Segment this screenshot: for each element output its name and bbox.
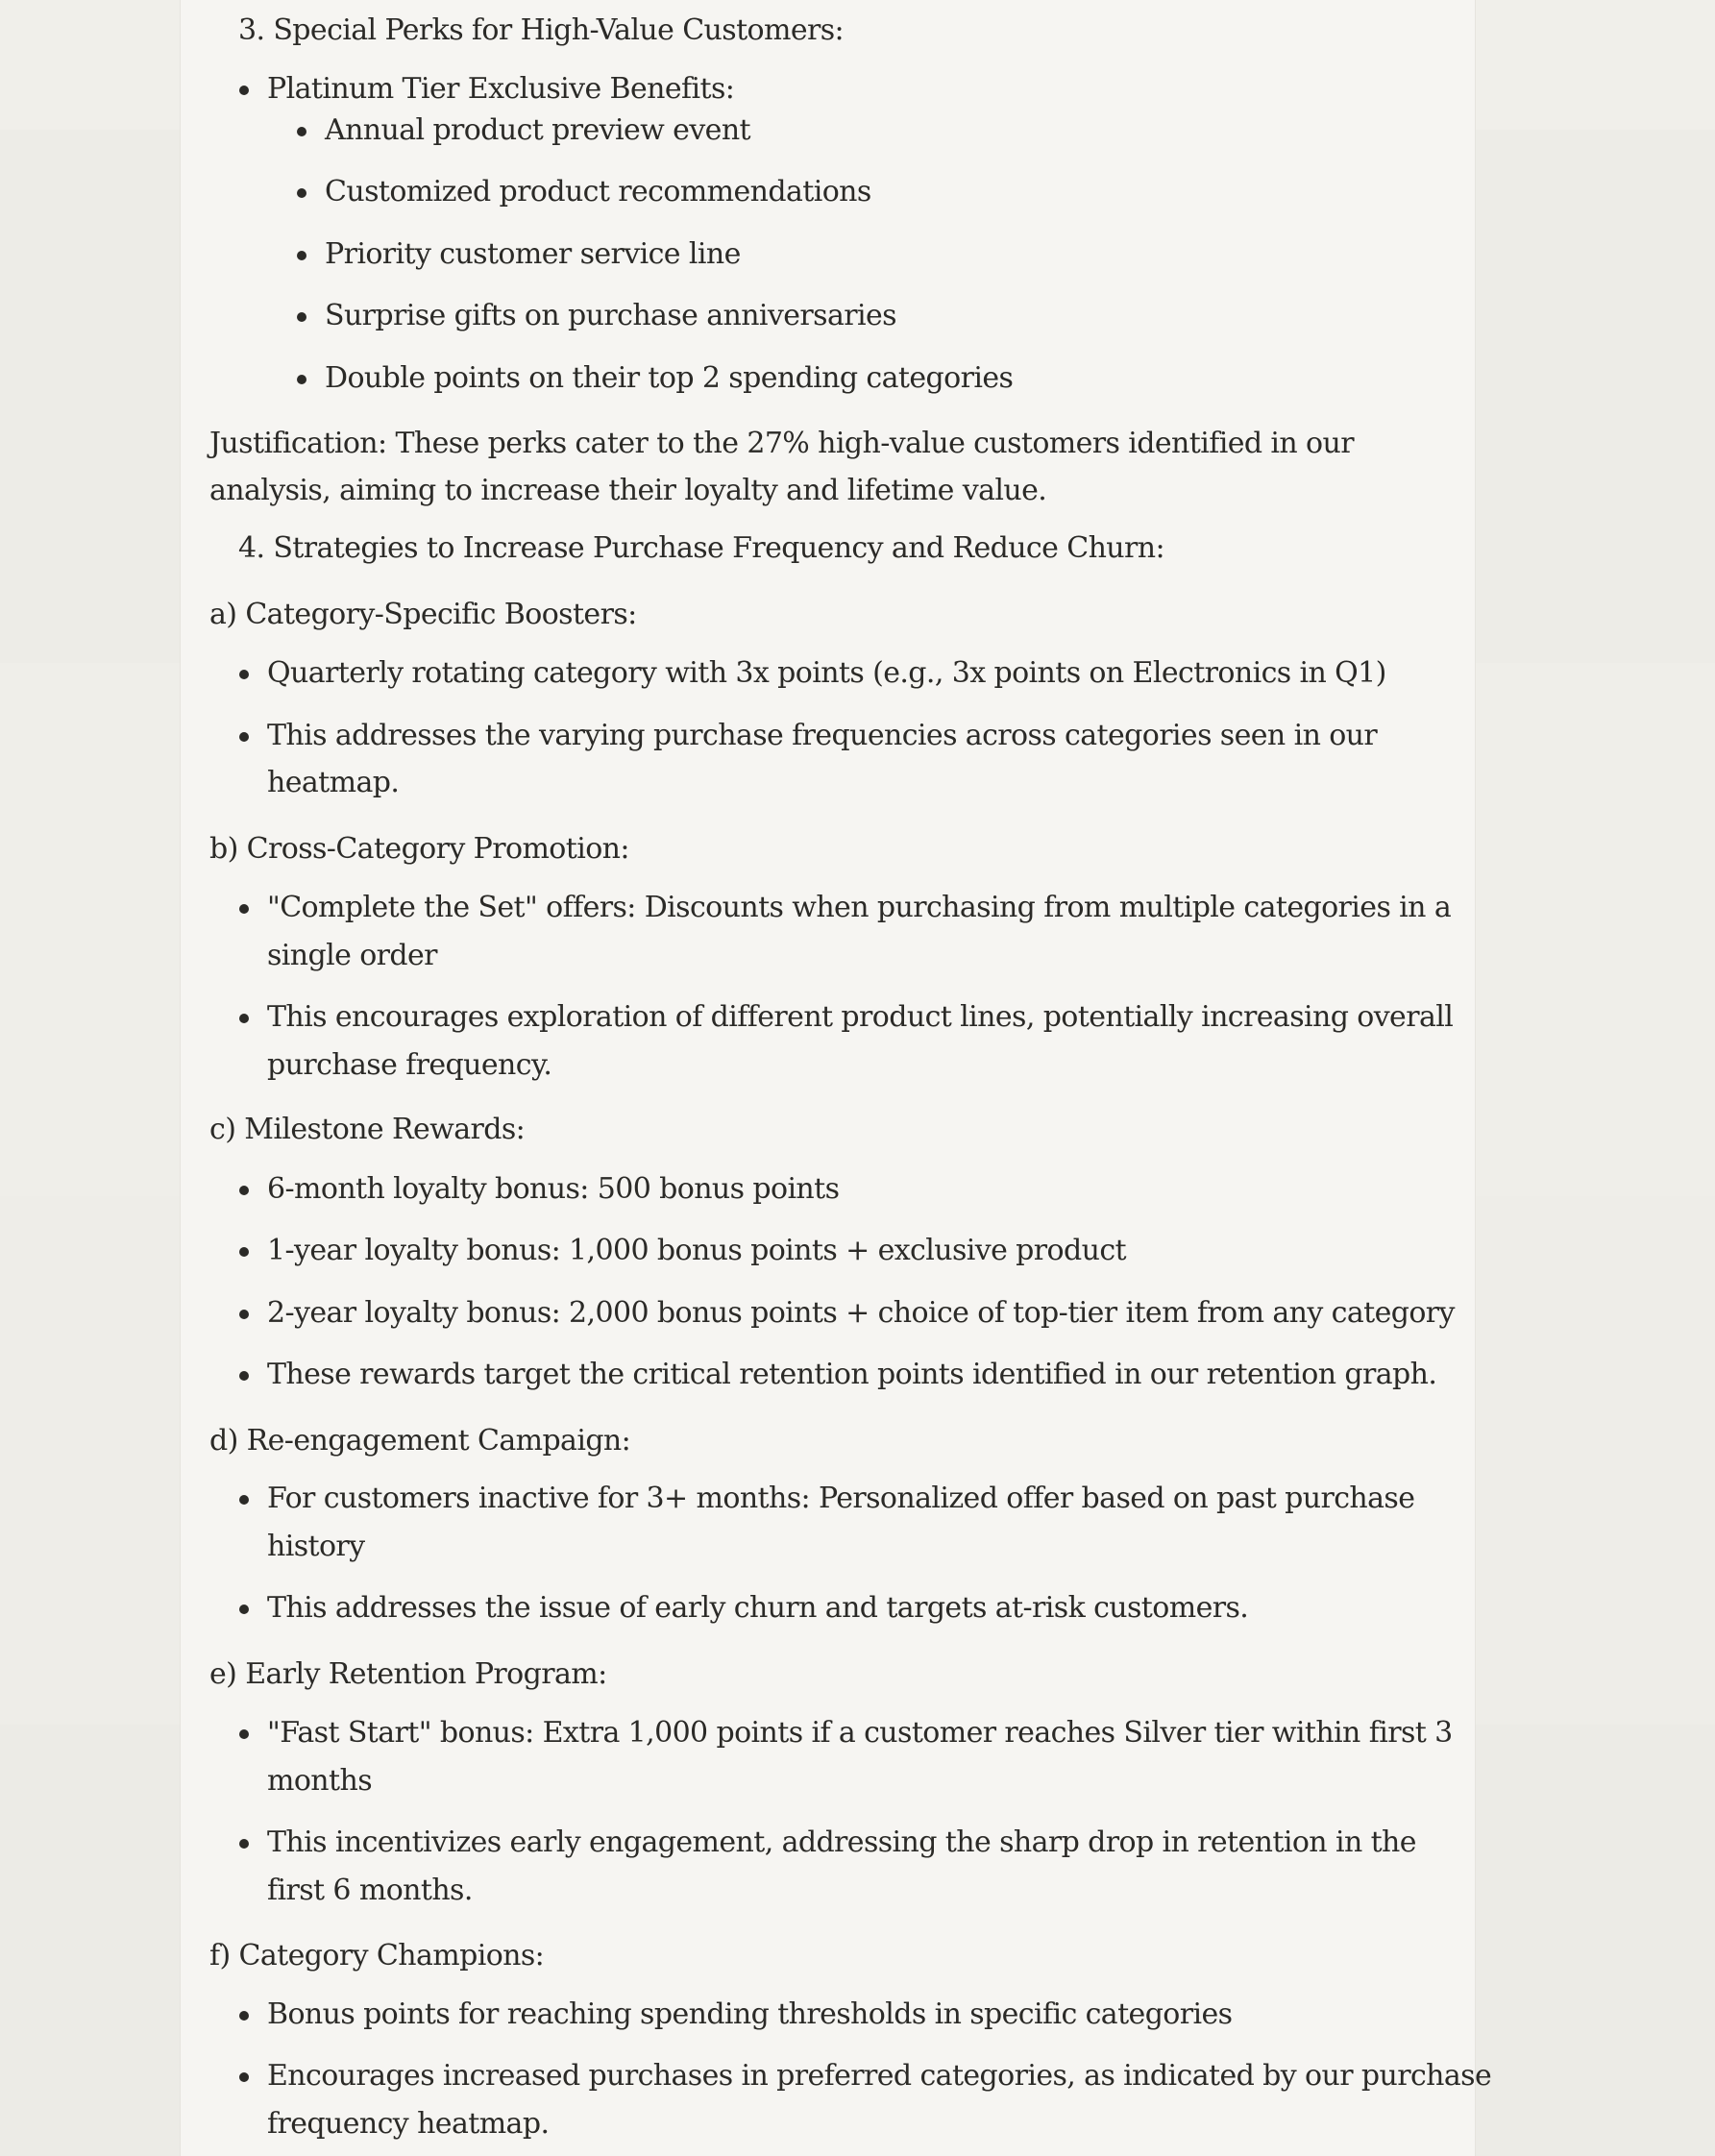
list-item-continuation: heatmap. bbox=[267, 766, 400, 799]
list-item bbox=[325, 292, 896, 340]
list-item-text: This incentivizes early engagement, addressing the sharp drop in retention in the bbox=[267, 1825, 1416, 1859]
bullet-icon bbox=[239, 86, 249, 95]
list-item bbox=[325, 168, 871, 216]
list-item-text: Priority customer service line bbox=[325, 237, 741, 271]
bullet-icon bbox=[239, 1310, 249, 1319]
list-item bbox=[267, 1819, 1416, 1867]
list-item bbox=[267, 1991, 1232, 2039]
bullet-icon bbox=[239, 1729, 249, 1739]
list-item bbox=[325, 231, 741, 279]
list-item-text: For customers inactive for 3+ months: Personalized offer based on past purchase bbox=[267, 1482, 1415, 1515]
list-item-text: Encourages increased purchases in preferred categories, as indicated by our purchase bbox=[267, 2059, 1492, 2093]
bullet-icon bbox=[297, 188, 306, 198]
platinum-label: Platinum Tier Exclusive Benefits: bbox=[267, 72, 735, 106]
list-item bbox=[267, 884, 1451, 932]
list-item-continuation: months bbox=[267, 1764, 373, 1798]
bullet-icon bbox=[239, 904, 249, 914]
bullet-icon bbox=[239, 1247, 249, 1257]
list-item-continuation: history bbox=[267, 1530, 365, 1563]
section-3-heading: 3. Special Perks for High-Value Customers: bbox=[238, 13, 845, 47]
list-item bbox=[267, 649, 1386, 698]
list-item bbox=[267, 1475, 1414, 1523]
list-item-text: "Fast Start" bonus: Extra 1,000 points if a customer reaches Silver tier within first 3 bbox=[267, 1716, 1453, 1750]
list-item bbox=[325, 107, 750, 155]
subsection-title: c) Milestone Rewards: bbox=[209, 1113, 526, 1146]
subsection-title: e) Early Retention Program: bbox=[209, 1657, 607, 1691]
bullet-icon bbox=[239, 1605, 249, 1614]
bullet-icon bbox=[239, 1186, 249, 1195]
list-item bbox=[267, 1227, 1126, 1275]
list-item bbox=[267, 2052, 1491, 2100]
list-item-text: Customized product recommendations bbox=[325, 175, 871, 208]
list-item-text: This addresses the varying purchase frequencies across categories seen in our bbox=[267, 719, 1378, 752]
list-item-text: "Complete the Set" offers: Discounts when purchasing from multiple categories in a bbox=[267, 891, 1452, 924]
bullet-icon bbox=[239, 1371, 249, 1381]
list-item-text: 6-month loyalty bonus: 500 bonus points bbox=[267, 1172, 840, 1206]
list-item-text: Annual product preview event bbox=[325, 113, 751, 147]
list-item-text: Double points on their top 2 spending categories bbox=[325, 361, 1014, 395]
list-item-text: Quarterly rotating category with 3x points (e.g., 3x points on Electronics in Q1) bbox=[267, 656, 1386, 690]
list-item bbox=[267, 712, 1377, 760]
bullet-icon bbox=[239, 2011, 249, 2021]
list-item bbox=[267, 1709, 1453, 1757]
list-item-continuation: single order bbox=[267, 939, 437, 972]
justification-text: analysis, aiming to increase their loyalty and lifetime value. bbox=[209, 474, 1047, 507]
bullet-icon bbox=[239, 1495, 249, 1505]
bullet-icon bbox=[297, 375, 306, 384]
subsection-title: a) Category-Specific Boosters: bbox=[209, 598, 637, 631]
list-item-text: This addresses the issue of early churn and targets at-risk customers. bbox=[267, 1591, 1249, 1625]
bullet-icon bbox=[239, 732, 249, 742]
list-item bbox=[267, 1584, 1248, 1632]
list-item-text: 1-year loyalty bonus: 1,000 bonus points + exclusive product bbox=[267, 1234, 1126, 1267]
list-item bbox=[267, 1351, 1436, 1399]
list-item bbox=[325, 355, 1013, 403]
list-item bbox=[267, 993, 1453, 1041]
bullet-icon bbox=[239, 1839, 249, 1849]
bullet-icon bbox=[297, 127, 306, 136]
list-item-continuation: purchase frequency. bbox=[267, 1048, 552, 1082]
list-item-continuation: frequency heatmap. bbox=[267, 2107, 550, 2141]
bullet-icon bbox=[297, 312, 306, 322]
list-item bbox=[267, 1289, 1455, 1337]
bullet-icon bbox=[297, 251, 306, 260]
list-item-text: Surprise gifts on purchase anniversaries bbox=[325, 299, 896, 332]
list-item-text: These rewards target the critical retention points identified in our retention graph. bbox=[267, 1358, 1437, 1391]
message-panel bbox=[180, 0, 1492, 2156]
section-4-heading: 4. Strategies to Increase Purchase Frequency and Reduce Churn: bbox=[238, 531, 1164, 565]
subsection-title: f) Category Champions: bbox=[209, 1939, 545, 1972]
list-item-text: This encourages exploration of different product lines, potentially increasing overall bbox=[267, 1000, 1454, 1034]
subsection-title: b) Cross-Category Promotion: bbox=[209, 832, 629, 866]
bullet-icon bbox=[239, 2072, 249, 2082]
bullet-icon bbox=[239, 670, 249, 679]
list-item-text: Bonus points for reaching spending thresholds in specific categories bbox=[267, 1997, 1233, 2031]
subsection-title: d) Re-engagement Campaign: bbox=[209, 1424, 631, 1458]
list-item-continuation: first 6 months. bbox=[267, 1874, 473, 1907]
bullet-icon bbox=[239, 1014, 249, 1023]
list-item bbox=[267, 1165, 839, 1213]
list-item-text: 2-year loyalty bonus: 2,000 bonus points + choice of top-tier item from any category bbox=[267, 1296, 1455, 1330]
justification-text: Justification: These perks cater to the 27% high-value customers identified in our bbox=[209, 427, 1354, 460]
